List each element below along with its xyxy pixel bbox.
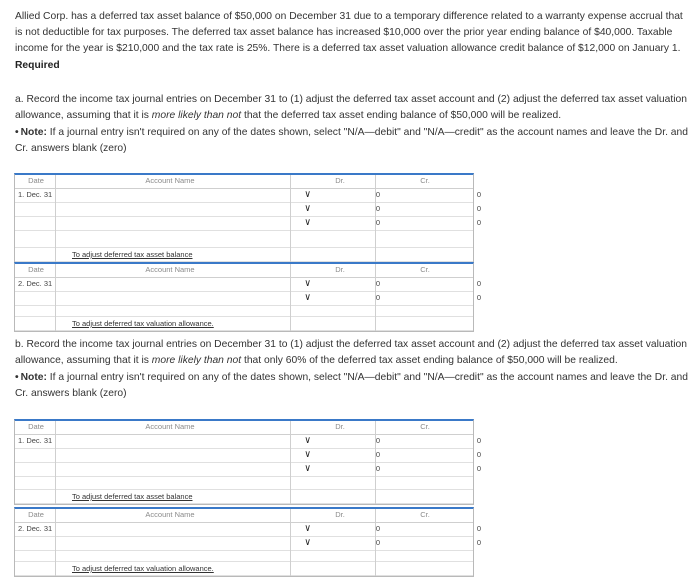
part-a-note-text: If a journal entry isn't required on any of the dates shown, select "N/A—debit" and "N/A—credit" as the account names and leave the Dr. and Cr. answers blank (zero) bbox=[15, 127, 688, 154]
chevron-down-icon: ∨ bbox=[304, 203, 311, 214]
part-b-emphasis: more likely than not bbox=[151, 355, 242, 366]
memo-text: To adjust deferred tax valuation allowance. bbox=[72, 319, 214, 328]
debit-input[interactable]: 0 bbox=[375, 524, 380, 533]
divider bbox=[375, 509, 376, 576]
dr-header: Dr. bbox=[335, 265, 345, 274]
journal-table-a1 bbox=[14, 173, 481, 263]
dr-header: Dr. bbox=[335, 176, 345, 185]
date-header: Date bbox=[28, 265, 44, 274]
table-row bbox=[15, 203, 481, 217]
chevron-down-icon: ∨ bbox=[304, 449, 311, 460]
debit-input[interactable]: 0 bbox=[375, 464, 380, 473]
table-row bbox=[15, 306, 473, 317]
divider bbox=[375, 175, 376, 262]
memo-text: To adjust deferred tax valuation allowance. bbox=[72, 564, 214, 573]
bullet-icon: • bbox=[15, 127, 19, 138]
dr-header: Dr. bbox=[335, 422, 345, 431]
account-select[interactable] bbox=[59, 203, 311, 216]
account-select[interactable] bbox=[59, 435, 311, 448]
entry-date: 1. Dec. 31 bbox=[18, 190, 53, 199]
part-a-emphasis: more likely than not bbox=[151, 110, 242, 121]
cr-header: Cr. bbox=[420, 265, 430, 274]
problem-statement: Allied Corp. has a deferred tax asset balance of $50,000 on December 31 due to a temporary difference related to a warranty expense accrual that is not deductible for tax purposes. The deferred tax asset balance has increased $10,000 over the prior year ending balance of $40,000. Taxable income for the year is $210,000 and the tax rate is 25%. There is a deferred tax asset valuation allowance credit balance of $12,000 on January 1. bbox=[15, 11, 683, 54]
account-select[interactable] bbox=[59, 278, 311, 291]
entry-date: 2. Dec. 31 bbox=[18, 524, 53, 533]
credit-input[interactable]: 0 bbox=[476, 450, 481, 459]
table-row bbox=[15, 463, 481, 477]
memo-row bbox=[15, 562, 473, 576]
chevron-down-icon: ∨ bbox=[304, 278, 311, 289]
account-select[interactable] bbox=[59, 463, 311, 476]
chevron-down-icon: ∨ bbox=[304, 523, 311, 534]
part-a-text-before: a. Record the income tax journal entries on December 31 to (1) adjust the deferred tax asset account and (2) adjust the deferred tax asset valuation allowance, assuming that it is bbox=[15, 94, 687, 121]
table-row bbox=[15, 435, 481, 449]
table-row bbox=[15, 189, 481, 203]
account-header: Account Name bbox=[145, 422, 195, 431]
divider bbox=[55, 509, 56, 576]
credit-input[interactable]: 0 bbox=[476, 190, 481, 199]
memo-text: To adjust deferred tax asset balance bbox=[72, 492, 193, 501]
account-header: Account Name bbox=[145, 176, 195, 185]
chevron-down-icon: ∨ bbox=[304, 435, 311, 446]
account-select[interactable] bbox=[59, 292, 311, 305]
divider bbox=[290, 264, 291, 331]
part-b-note bbox=[15, 370, 690, 402]
credit-input[interactable]: 0 bbox=[476, 524, 481, 533]
table-row bbox=[15, 551, 473, 562]
account-header: Account Name bbox=[145, 265, 195, 274]
memo-text: To adjust deferred tax asset balance bbox=[72, 250, 193, 259]
credit-input[interactable]: 0 bbox=[476, 218, 481, 227]
part-a-note-label: Note: bbox=[20, 127, 47, 138]
table-header bbox=[15, 175, 473, 189]
divider bbox=[55, 175, 56, 262]
table-row bbox=[15, 292, 481, 306]
divider bbox=[55, 421, 56, 504]
journal-table-b1 bbox=[14, 419, 481, 505]
cr-header: Cr. bbox=[420, 422, 430, 431]
chevron-down-icon: ∨ bbox=[304, 292, 311, 303]
date-header: Date bbox=[28, 176, 44, 185]
account-select[interactable] bbox=[59, 217, 311, 230]
required-heading: Required bbox=[15, 60, 60, 71]
part-b-note-label: Note: bbox=[20, 372, 47, 383]
account-header: Account Name bbox=[145, 510, 195, 519]
chevron-down-icon: ∨ bbox=[304, 537, 311, 548]
account-select[interactable] bbox=[59, 189, 311, 202]
table-row bbox=[15, 477, 473, 490]
chevron-down-icon: ∨ bbox=[304, 217, 311, 228]
debit-input[interactable]: 0 bbox=[375, 190, 380, 199]
table-row bbox=[15, 537, 481, 551]
debit-input[interactable]: 0 bbox=[375, 450, 380, 459]
part-b-instructions bbox=[15, 337, 690, 369]
debit-input[interactable]: 0 bbox=[375, 204, 380, 213]
account-select[interactable] bbox=[59, 449, 311, 462]
table-row bbox=[15, 217, 481, 231]
table-row bbox=[15, 231, 473, 248]
dr-header: Dr. bbox=[335, 510, 345, 519]
entry-date: 2. Dec. 31 bbox=[18, 279, 53, 288]
debit-input[interactable]: 0 bbox=[375, 538, 380, 547]
divider bbox=[375, 421, 376, 504]
journal-table-b2 bbox=[14, 507, 481, 577]
part-a-note bbox=[15, 125, 690, 157]
credit-input[interactable]: 0 bbox=[476, 293, 481, 302]
date-header: Date bbox=[28, 510, 44, 519]
credit-input[interactable]: 0 bbox=[476, 436, 481, 445]
bullet-icon: • bbox=[15, 372, 19, 383]
chevron-down-icon: ∨ bbox=[304, 463, 311, 474]
divider bbox=[375, 264, 376, 331]
date-header: Date bbox=[28, 422, 44, 431]
memo-row bbox=[15, 317, 473, 331]
table-header bbox=[15, 264, 473, 278]
part-b-text-after: that only 60% of the deferred tax asset ending balance of $50,000 will be realized. bbox=[241, 355, 618, 366]
table-header bbox=[15, 509, 473, 523]
entry-date: 1. Dec. 31 bbox=[18, 436, 53, 445]
table-row bbox=[15, 449, 481, 463]
account-select[interactable] bbox=[59, 523, 311, 536]
debit-input[interactable]: 0 bbox=[375, 218, 380, 227]
divider bbox=[290, 175, 291, 262]
divider bbox=[55, 264, 56, 331]
part-a-text-after: that the deferred tax asset ending balance of $50,000 will be realized. bbox=[241, 110, 562, 121]
credit-input[interactable]: 0 bbox=[476, 279, 481, 288]
credit-input[interactable]: 0 bbox=[476, 464, 481, 473]
cr-header: Cr. bbox=[420, 176, 430, 185]
cr-header: Cr. bbox=[420, 510, 430, 519]
credit-input[interactable]: 0 bbox=[476, 204, 481, 213]
table-row bbox=[15, 523, 481, 537]
memo-row bbox=[15, 248, 473, 262]
part-a-instructions bbox=[15, 92, 690, 124]
debit-input[interactable]: 0 bbox=[375, 293, 380, 302]
part-b-note-text: If a journal entry isn't required on any of the dates shown, select "N/A—debit" and "N/A—credit" as the account names and leave the Dr. and Cr. answers blank (zero) bbox=[15, 372, 688, 399]
divider bbox=[290, 509, 291, 576]
memo-row bbox=[15, 490, 473, 504]
chevron-down-icon: ∨ bbox=[304, 189, 311, 200]
journal-table-a2 bbox=[14, 262, 481, 332]
table-row bbox=[15, 278, 481, 292]
debit-input[interactable]: 0 bbox=[375, 436, 380, 445]
part-b-text-before: b. Record the income tax journal entries on December 31 to (1) adjust the deferred tax asset account and (2) adjust the deferred tax asset valuation allowance, assuming that it is bbox=[15, 339, 687, 366]
credit-input[interactable]: 0 bbox=[476, 538, 481, 547]
account-select[interactable] bbox=[59, 537, 311, 550]
divider bbox=[290, 421, 291, 504]
debit-input[interactable]: 0 bbox=[375, 279, 380, 288]
table-header bbox=[15, 421, 473, 435]
